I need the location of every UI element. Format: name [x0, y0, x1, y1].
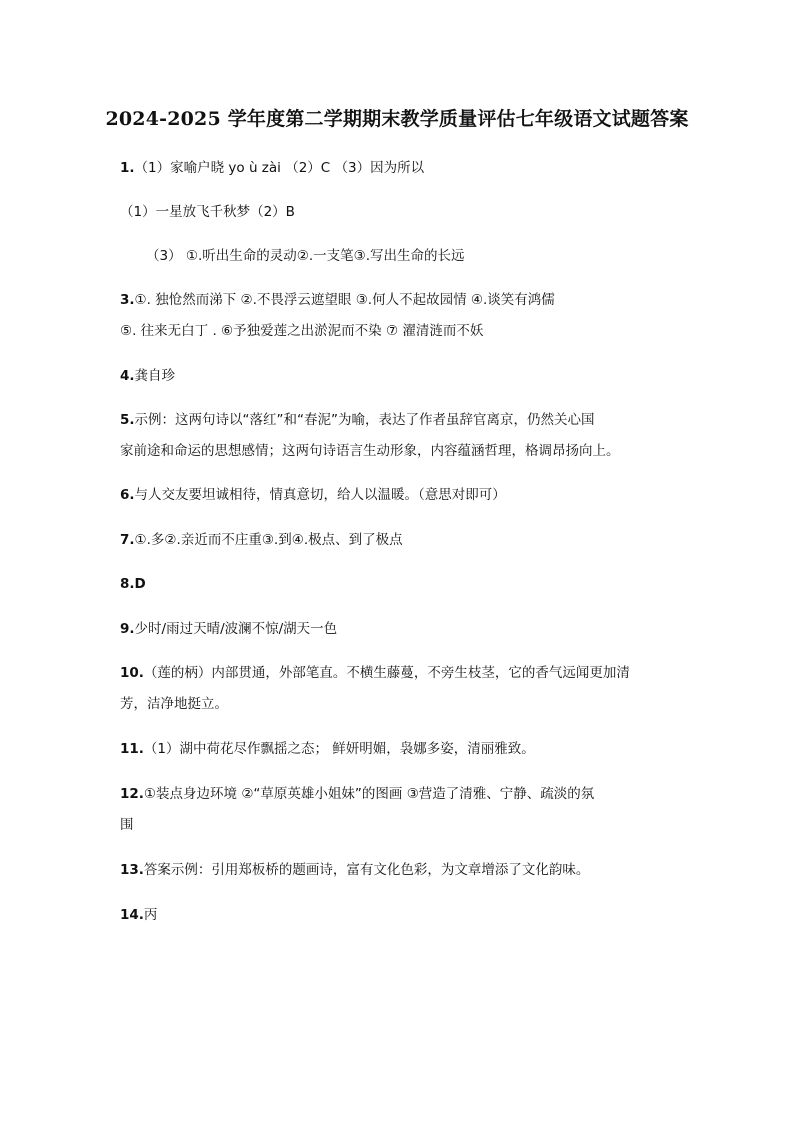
answer-text: 示例：这两句诗以“落红”和“春泥”为喻，表达了作者虽辞官离京，仍然关心国	[134, 412, 595, 428]
item-number: 10.	[120, 665, 144, 681]
answer-line	[146, 246, 465, 266]
answer-text: 围	[120, 817, 134, 833]
answer-line	[120, 574, 146, 594]
answer-text: （莲的柄）内部贯通，外部笔直。不横生藤蔓，不旁生枝茎，它的香气远闻更加清	[143, 665, 630, 681]
item-number: 6.	[120, 487, 135, 503]
answer-text: ⑤. 往来无白丁 . ⑥予独爱莲之出淤泥而不染 ⑦ 濯清涟而不妖	[120, 323, 484, 339]
item-number: 14.	[120, 907, 144, 923]
item-number: 4.	[120, 368, 135, 384]
page-title: 2024-2025 学年度第二学期期末教学质量评估七年级语文试题答案	[105, 108, 689, 130]
answer-text: ①. 独怆然而涕下 ②.不畏浮云遮望眼 ③.何人不起故园情 ④.谈笑有鸿儒	[134, 292, 555, 308]
answer-line	[120, 202, 295, 222]
answer-text: ①.多②.亲近而不庄重③.到④.极点、到了极点	[134, 532, 403, 548]
answer-text: ①装点身边环境 ②“草原英雄小姐妹”的图画 ③营造了清雅、宁静、疏淡的氛	[143, 786, 595, 802]
answer-text: （1）一星放飞千秋梦（2）B	[120, 204, 295, 220]
item-number: 9.	[120, 621, 135, 637]
answer-line	[120, 905, 157, 925]
answer-text: 少时/雨过天晴/波澜不惊/湖天一色	[134, 621, 338, 637]
answer-text: 家前途和命运的思想感情；这两句诗语言生动形象，内容蕴涵哲理，格调昂扬向上。	[120, 443, 620, 459]
answer-line	[120, 694, 228, 714]
item-number: 3.	[120, 292, 135, 308]
answer-line	[120, 410, 595, 430]
answer-text: 芳，洁净地挺立。	[120, 696, 228, 712]
answer-line	[120, 860, 589, 880]
answer-line	[120, 321, 483, 341]
answer-text: 与人交友要坦诚相待，情真意切，给人以温暖。（意思对即可）	[134, 487, 506, 503]
answer-line	[120, 663, 630, 683]
item-number: 5.	[120, 412, 135, 428]
answer-line	[120, 485, 506, 505]
answer-line	[120, 366, 175, 386]
answer-line	[120, 784, 594, 804]
answer-line	[120, 290, 555, 310]
item-number: 1.	[120, 160, 135, 176]
answer-text: 答案示例：引用郑板桥的题画诗，富有文化色彩，为文章增添了文化韵味。	[143, 862, 590, 878]
answer-text: 龚自珍	[134, 368, 176, 384]
item-number: 12.	[120, 786, 144, 802]
item-number: 7.	[120, 532, 135, 548]
answer-text: （1）湖中荷花尽作飘摇之态； 鲜妍明媚，袅娜多姿，清丽雅致。	[143, 741, 535, 757]
answer-line	[120, 815, 134, 835]
answer-text: 丙	[143, 907, 158, 923]
answer-line	[120, 158, 424, 178]
item-number: 8.	[120, 576, 135, 592]
answer-text: （1）家喻户晓 yo ù zài （2）C （3）因为所以	[134, 160, 425, 176]
answer-line	[120, 530, 403, 550]
answer-line	[120, 739, 535, 759]
item-number: 13.	[120, 862, 144, 878]
answer-line	[120, 441, 620, 461]
item-number: 11.	[120, 741, 144, 757]
answer-text: （3） ①.听出生命的灵动②.一支笔③.写出生命的长远	[146, 248, 465, 264]
answer-text: D	[134, 576, 146, 592]
answer-line	[120, 619, 337, 639]
